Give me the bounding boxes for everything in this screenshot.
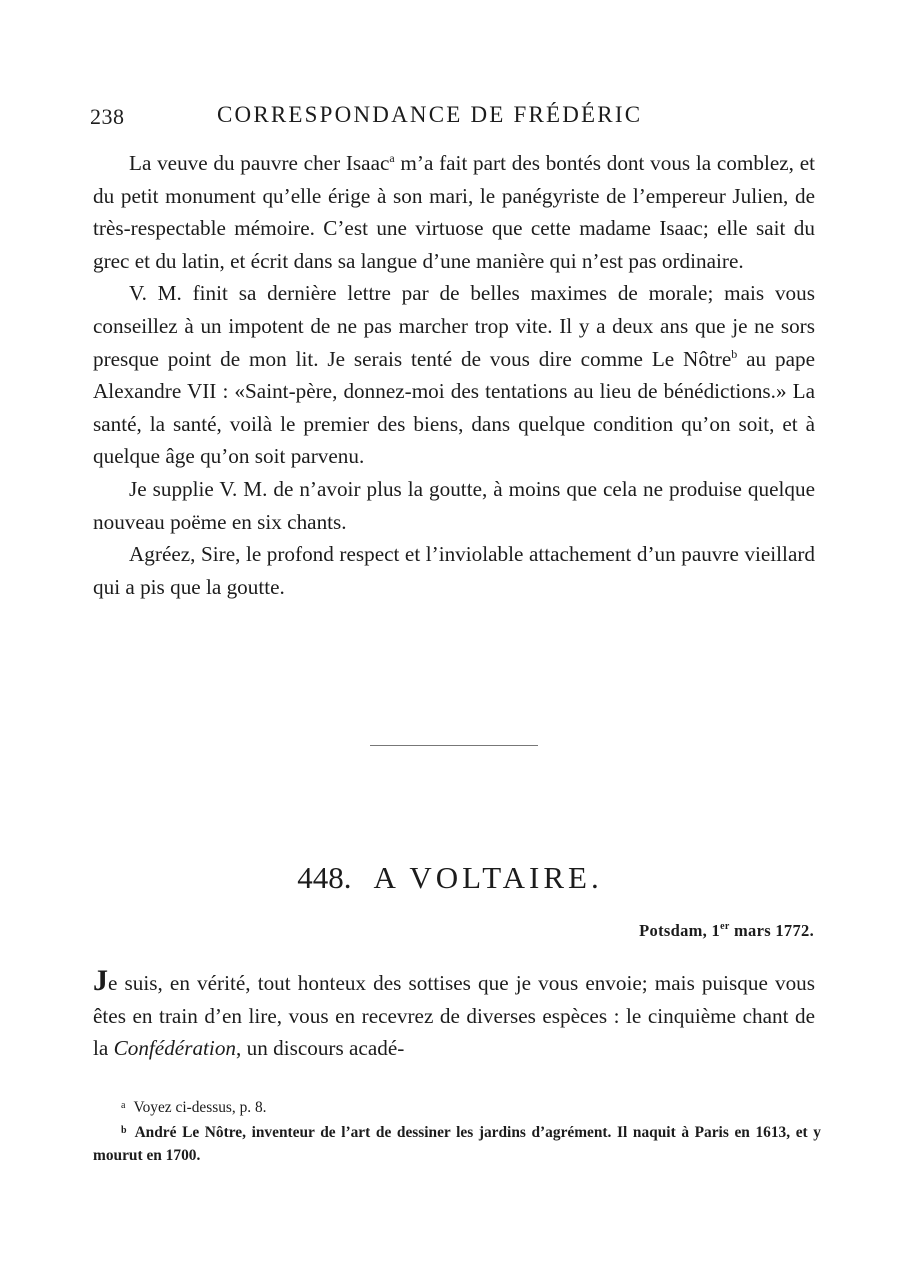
footnote-ref: a bbox=[389, 151, 395, 165]
paragraph-text: , un discours acadé- bbox=[236, 1036, 405, 1061]
letter-heading bbox=[0, 860, 900, 896]
footnote bbox=[93, 1119, 821, 1167]
footnote-mark: b bbox=[121, 1125, 127, 1136]
letter-addressee: A VOLTAIRE. bbox=[373, 860, 603, 895]
paragraph: Je supplie V. M. de n’avoir plus la goutte, à moins que cela ne produise quelque nouveau poëme en six chants. bbox=[93, 476, 815, 534]
paragraph bbox=[93, 964, 815, 1065]
paragraph-text: V. M. finit sa dernière lettre par de belles maximes de morale; mais vous conseillez à un impotent de ne pas marcher trop vite. Il y a deux ans que je ne sors presque point de mon lit. Je serais tenté de vous dire comme Le Nôtre bbox=[93, 281, 815, 371]
paragraph-text: e suis, en vérité, tout honteux des sottises que je vous envoie; mais puisque vous êtes en train d’en lire, vous en recevrez de diverses espèces : le cinquième chant de la bbox=[93, 971, 815, 1061]
paragraph: Agréez, Sire, le profond respect et l’inviolable attachement d’un pauvre vieillard qui a pis que la goutte. bbox=[93, 542, 815, 599]
paragraph-text: au pape Alexandre VII : «Saint-père, donnez-moi des tentations au lieu de bénédictions.» La santé, la santé, voilà le premier des biens, dans quelque condition qu’on soit, et à quelque âge qu’on soit parvenu. bbox=[93, 346, 816, 469]
drop-cap: J bbox=[93, 964, 108, 997]
section-divider bbox=[370, 745, 538, 746]
letter-body bbox=[93, 964, 815, 1065]
page-number: 238 bbox=[90, 104, 125, 129]
footnotes bbox=[93, 1094, 821, 1167]
letter-number: 448. bbox=[297, 860, 352, 895]
dateline-day-suffix: er bbox=[720, 921, 730, 932]
running-head bbox=[90, 102, 820, 132]
italic-title: Confédération bbox=[113, 1036, 237, 1061]
dateline-place: Potsdam, bbox=[639, 921, 712, 940]
footnote-text: Voyez ci-dessus, p. 8. bbox=[133, 1099, 267, 1116]
running-title: CORRESPONDANCE DE FRÉDÉRIC bbox=[217, 102, 643, 127]
paragraph-text: La veuve du pauvre cher Isaac bbox=[129, 151, 390, 175]
paragraph-text: m’a fait part des bontés dont vous la comblez, et du petit monument qu’elle érige à son mari, le panégyriste de l’empereur Julien, de très-respectable mémoire. C’est une virtuose que cette madame Isaac; elle sait du grec et du latin, et écrit dans sa langue d’une manière qui n’est pas ordinaire. bbox=[93, 151, 815, 273]
footnote-ref: b bbox=[731, 346, 738, 361]
footnote-text: André Le Nôtre, inventeur de l’art de dessiner les jardins d’agrément. Il naquit à Paris en 1613, et y mourut en 1700. bbox=[93, 1124, 821, 1164]
dateline-day: 1 bbox=[711, 921, 721, 940]
dateline bbox=[639, 921, 814, 941]
footnote bbox=[93, 1094, 821, 1119]
paragraph bbox=[93, 147, 815, 277]
dateline-rest: mars 1772. bbox=[729, 921, 814, 940]
paragraph bbox=[93, 277, 815, 473]
previous-letter-text bbox=[93, 147, 815, 603]
footnote-mark: a bbox=[121, 1100, 126, 1111]
